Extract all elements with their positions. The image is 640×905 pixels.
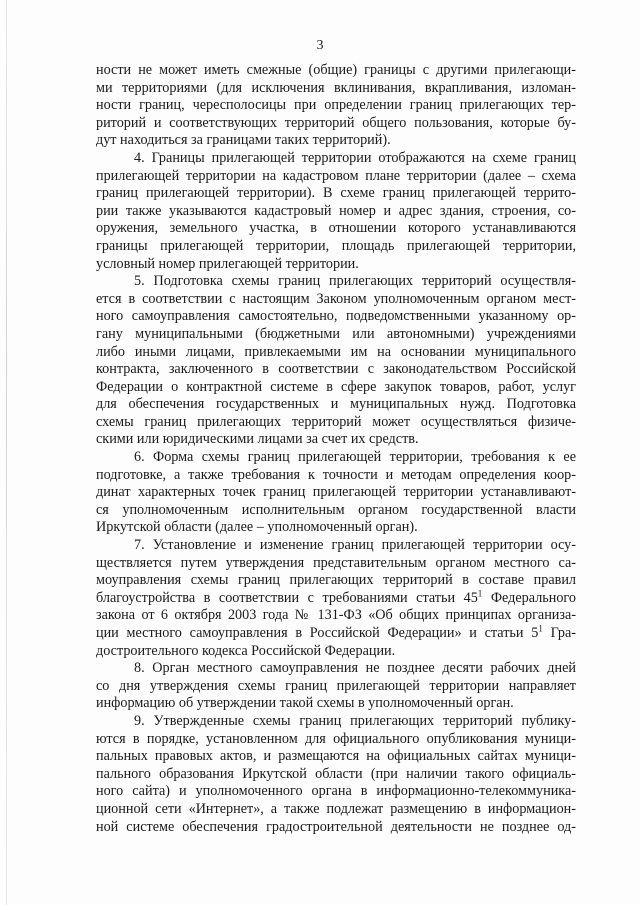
text-line: со дня утверждения схемы границ прилегающей территории направляет [96,677,576,694]
text-line: 5. Подготовка схемы границ прилегающих территорий осуществля- [134,273,576,290]
scan-edge-line [6,0,7,905]
paragraph [96,660,576,713]
text-line: достроительного кодекса Российской Федерации. [96,642,396,659]
text-line: благоустройства в соответствии с требованиями статьи $45^1$ Федерального [96,588,576,606]
paragraph [96,713,576,836]
text-line: ного самоуправления самостоятельно, подведомственными указанному ор- [96,308,576,325]
text-line: 4. Границы прилегающей территории отображаются на схеме границ [134,149,576,166]
text-line: риторий и соответствующих территорий общего пользования, которые бу- [96,114,576,131]
text-line: информацию об утверждении такой схемы в уполномоченный орган. [96,695,514,712]
text-line: схемы границ прилегающих территорий может осуществляться физиче- [96,413,576,430]
text-line: подготовке, а также требования к точности и методам определения коор- [96,466,576,483]
text-line: закона от 6 октября 2003 года № 131-ФЗ «Об общих принципах организа- [96,607,576,624]
text-line: ется в соответствии с настоящим Законом уполномоченным органом мест- [96,290,576,307]
text-line: ности не может иметь смежные (общие) границы с другими прилегающи- [96,62,576,78]
text-line: ми территориями (для исключения вклинивания, вкрапливания, изломан- [96,79,576,96]
text-line: ции местного самоуправления в Российской Федерации» и статьи $5^1$ Гра- [96,623,576,641]
text-line: моуправления схемы границ прилегающих территорий в составе правил [96,572,576,589]
text-line: 8. Орган местного самоуправления не позднее десяти рабочих дней [134,660,576,677]
text-line: ционной сети «Интернет», а также подлежат размещению в информацион- [96,800,576,817]
text-line: ности границ, чересполосицы при определении границ прилегающих тер- [96,97,576,114]
page-number: 3 [316,38,324,53]
text-line: рии также указываются кадастровый номер и адрес здания, строения, со- [96,202,576,219]
text-line: Иркутской области (далее – уполномоченный орган). [96,519,418,536]
text-line: ного сайта) и уполномоченного органа в информационно-телекоммуника- [96,783,576,800]
paragraph [96,537,576,660]
paragraph [96,449,576,537]
text-line: либо иными лицами, привлекаемыми им на основании муниципального [96,343,576,360]
text-line: оружения, земельного участка, в отношении которого устанавливаются [96,220,576,237]
text-line: условный номер прилегающей территории. [96,255,359,272]
text-line: Федерации о контрактной системе в сфере закупок товаров, работ, услуг [96,378,576,395]
text-line: пальных правовых актов, и размещаются на официальных сайтах муници- [96,748,576,765]
text-line: гану муниципальными (бюджетными или автономными) учреждениями [96,325,576,342]
text-line: динат характерных точек границ прилегающей территории устанавливают- [96,484,576,501]
text-line: дут находиться за границами таких территорий). [96,132,391,149]
text-line: границы прилегающей территории, площадь прилегающей территории, [96,237,576,254]
text-line: для обеспечения государственных и муниципальных нужд. Подготовка [96,396,576,413]
text-line: 9. Утвержденные схемы границ прилегающих территорий публику- [134,712,576,729]
text-line: контракта, заключенного в соответствии с законодательством Российской [96,361,576,378]
body-text [96,62,576,836]
text-line: ся уполномоченным исполнительным органом государственной власти [96,501,576,518]
paragraph [96,62,576,150]
text-line: прилегающей территории на кадастровом плане территории (далее – схема [96,167,576,184]
text-line: скими или юридическими лицами за счет их средств. [96,431,419,448]
paragraph [96,150,576,273]
text-line: ществляется путем утверждения представительным органом местного са- [96,554,576,571]
text-line: границ прилегающей территории). В схеме границ прилегающей террито- [96,185,576,202]
text-line: 7. Установление и изменение границ прилегающей территории осу- [134,537,576,554]
text-line: пального образования Иркутской области (при наличии такого официаль- [96,765,576,782]
text-line: 6. Форма схемы границ прилегающей территории, требования к ее [134,449,576,466]
text-line: ются в порядке, установленном для официального опубликования муници- [96,730,576,747]
paragraph [96,273,576,449]
text-line: ной системе обеспечения градостроительной деятельности не позднее од- [96,818,576,835]
